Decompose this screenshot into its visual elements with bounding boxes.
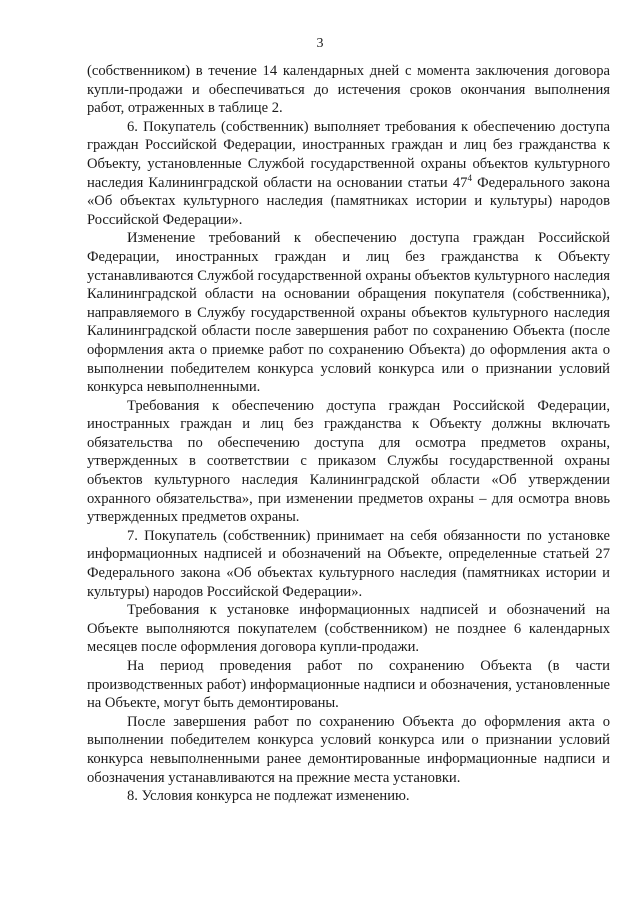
paragraph-signage-requirements: Требования к установке информационных надписей и обозначений на Объекте выполняются покупателем (собственником) не позднее 6 календарных месяцев после оформления договора купли-продажи. [87, 602, 610, 656]
paragraph-signage-restore: После завершения работ по сохранению Объекта до оформления акта о выполнении победителем конкурса условий конкурса или о признании условий конкурса невыполненными ранее демонтированные информационные надписи и обозначения устанавливаются на прежние места установки. [87, 713, 610, 786]
article-superscript: 4 [467, 172, 472, 183]
document-body [87, 62, 610, 806]
page-number: 3 [316, 36, 324, 51]
paragraph-item-7: 7. Покупатель (собственник) принимает на себя обязанности по установке информационных надписей и обозначений на Объекте, определенные статьей 27 Федерального закона «Об объектах культурного наследия (памятниках истории и культуры) народов Российской Федерации». [87, 527, 610, 600]
paragraph-item-8: 8. Условия конкурса не подлежат изменению. [127, 788, 410, 805]
paragraph-access-requirements: Требования к обеспечению доступа граждан Российской Федерации, иностранных граждан и лиц без гражданства к Объекту должны включать обязательства по обеспечению доступа для осмотра предметов охраны, утвержденных в соответствии с приказом Службы государственной охраны объектов культурного наследия Калининградской области «Об утверждении охранного обязательства», при изменении предметов охраны – для осмотра вновь утвержденных предметов охраны. [87, 397, 610, 526]
paragraph-signage-removal: На период проведения работ по сохранению Объекта (в части производственных работ) информационные надписи и обозначения, установленные на Объекте, могут быть демонтированы. [87, 658, 610, 712]
paragraph-item-6-text: 6. Покупатель (собственник) выполняет требования к обеспечению доступа граждан Российской Федерации, иностранных граждан и лиц без гражданства к Объекту, установленные Службой государственной охраны объектов культурного наследия Калининградской области на основании статьи 47 [87, 118, 610, 191]
paragraph-item-6-tail: Федерального закона «Об объектах культурного наследия (памятниках истории и культуры) народов Российской Федерации». [87, 174, 610, 228]
paragraph-item-6 [87, 118, 610, 230]
paragraph-access-change: Изменение требований к обеспечению доступа граждан Российской Федерации, иностранных граждан и лиц без гражданства к Объекту устанавливаются Службой государственной охраны объектов культурного наследия Калининградской области на основании обращения покупателя (собственника), направляемого в Службу государственной охраны объектов культурного наследия Калининградской области после завершения работ по сохранению Объекта (после оформления акта о приемке работ по сохранению Объекта) до оформления акта о выполнении победителем конкурса условий конкурса или о признании условий конкурса невыполненными. [87, 230, 610, 396]
paragraph-continuation: (собственником) в течение 14 календарных дней с момента заключения договора купли-продажи и обеспечиваться до истечения сроков окончания выполнения работ, отраженных в таблице 2. [87, 63, 610, 117]
